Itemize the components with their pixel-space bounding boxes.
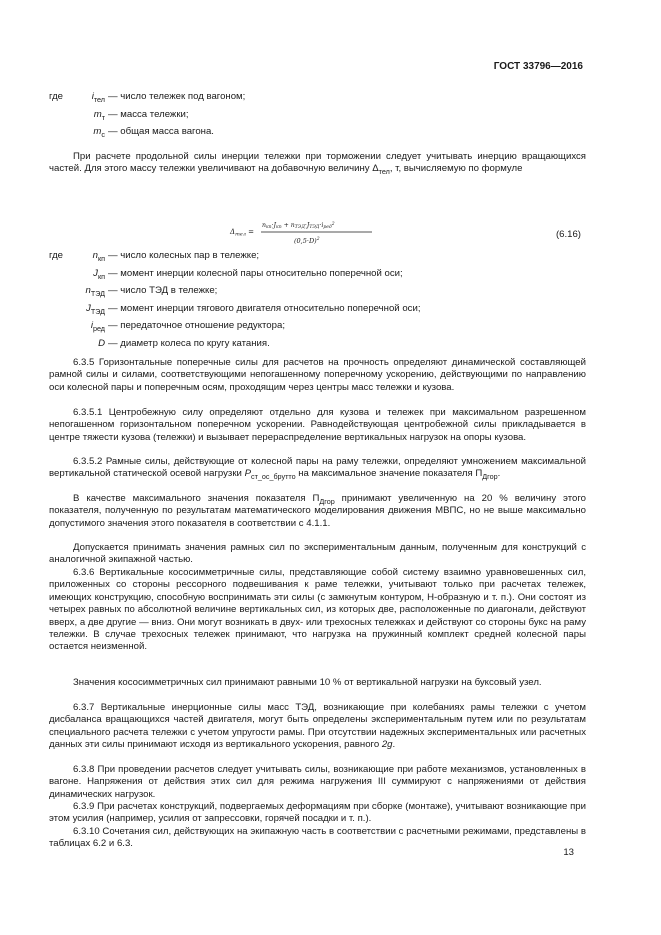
definition-text: — момент инерции колесной пары относительно поперечной оси; [108, 267, 403, 279]
definition-text: — масса тележки; [108, 108, 189, 120]
definition-text: — момент инерции тягового двигателя относительно поперечной оси; [108, 302, 421, 314]
definition-row [49, 320, 589, 338]
definition-row [49, 109, 589, 127]
paragraph-6-3-5: 6.3.5 Горизонтальные поперечные силы для расчетов на прочность определяют динамической составляющей рамной силы и силами, соответствующими непогашенному поперечному ускорению, действующими по направлению оси колесной пары и поперечным осям, проходящим через центры масс тележки и кузова. [49, 357, 586, 393]
paragraph-6-3-5-2: 6.3.5.2 Рамные силы, действующие от колесной пары на раму тележки, определяют умножением максимальной вертикальной статической осевой нагрузки $P_{ст\_ос\_брутто}$ на максимальное значение показателя $П_{Дгор}$. [49, 456, 586, 482]
paragraph-6-3-7: 6.3.7 Вертикальные инерционные силы масс ТЭД, возникающие при колебаниях рамы тележки с учетом дисбаланса вращающихся частей двигателя, могут быть определены экспериментальным путем или по результатам специального расчета тележки с учетом упругости рамы. При отсутствии надежных экспериментальных или расчетных данных эти силы принимают исходя из вертикального ускорения, равного 2g. [49, 702, 586, 751]
symbol: $n_{ТЭД}$ [85, 285, 105, 298]
definition-text: — общая масса вагона. [108, 126, 214, 137]
symbol: $m_т$ [93, 108, 105, 122]
definition-row [49, 126, 589, 144]
where-label: где [49, 91, 64, 102]
page-number: 13 [563, 847, 574, 858]
definitions-block-2 [49, 250, 589, 355]
formula-lhs: $\Delta_{тел}$ = [230, 228, 255, 238]
formula-number: (6.16) [555, 229, 581, 240]
definition-row [49, 285, 589, 303]
definition-row [49, 91, 589, 109]
symbol: $i_{тел}$ [91, 91, 105, 104]
paragraph-max-value: В качестве максимального значения показателя $П_{Дгор}$ принимают увеличенную на 20 % величину этого показателя, полученную по результатам математического моделирования движения МВПС, но не выше максимально допустимого значения этого показателя в соответствии с 4.1.1. [49, 493, 586, 529]
standard-code: ГОСТ 33796—2016 [493, 61, 583, 72]
symbol: $i_{ред}$ [90, 320, 105, 333]
formula-6-16 [228, 216, 378, 248]
definitions-block-1 [49, 91, 589, 144]
symbol: D [98, 337, 105, 349]
paragraph-6-3-8: 6.3.8 При проведении расчетов следует учитывать силы, возникающие при работе механизмов, установленных в вагоне. Напряжения от действия этих сил для режима нагружения III суммируют с напряжениями от действия динамических нагрузок. [49, 764, 586, 800]
definition-row [49, 250, 589, 268]
paragraph-allowed: Допускается принимать значения рамных сил по экспериментальным данным, полученным для конструкций с аналогичной экипажной частью. [49, 542, 586, 566]
definition-row [49, 268, 589, 286]
definition-row [49, 303, 589, 321]
symbol: $J_{кп}$ [93, 267, 105, 281]
definition-text: — диаметр колеса по кругу катания. [108, 337, 270, 349]
definition-text: — число тележек под вагоном; [108, 91, 246, 102]
paragraph-6-3-9: 6.3.9 При расчетах конструкций, подвергаемых деформациям при сборке (монтаже), учитывают возникающие при этом усилия (например, усилия от запрессовки, горячей посадки и т. п.). [49, 801, 586, 825]
symbol: $m_с$ [93, 126, 105, 139]
paragraph-6-3-10: 6.3.10 Сочетания сил, действующих на экипажную часть в соответствии с расчетными режимами, представлены в таблицах 6.2 и 6.3. [49, 826, 586, 850]
symbol: $n_{кп}$ [92, 250, 105, 263]
definition-text: — передаточное отношение редуктора; [108, 320, 285, 331]
formula-denominator: $(0,5\cdot D)^2$ [294, 237, 320, 245]
definition-text: — число ТЭД в тележке; [108, 285, 218, 296]
definition-text: — число колесных пар в тележке; [108, 250, 260, 261]
definition-row [49, 338, 589, 356]
symbol: $J_{ТЭД}$ [86, 302, 105, 316]
where-label: где [49, 250, 64, 261]
formula-numerator: nкп·Jкп + nТЭД·JТЭД·iред$^2$ [262, 222, 335, 231]
paragraph-values: Значения кососимметричных сил принимают равными 10 % от вертикальной нагрузки на буксовый узел. [73, 677, 542, 688]
intro-paragraph: При расчете продольной силы инерции тележки при торможении следует учитывать инерцию вращающихся частей. Для этого массу тележки увеличивают на добавочную величину $\Delta_{тел}$, т, вычисляемую по формуле [49, 151, 586, 177]
paragraph-6-3-5-1: 6.3.5.1 Центробежную силу определяют отдельно для кузова и тележек при максимальном разрешенном непогашенном горизонтальном поперечном ускорении. Равнодействующая центробежной силы прикладывается в центре тяжести кузова (тележки) и вызывает перераспределение вертикальных нагрузок на опоры кузова. [49, 407, 586, 443]
paragraph-6-3-6: 6.3.6 Вертикальные кососимметричные силы, представляющие собой систему взаимно уравновешенных сил, приложенных со стороны рессорного подвешивания к раме тележки, учитывают только при расчетах тележек, имеющих конструкцию, способную воспринимать эти силы (с замкнутым контуром, Н-образную и т. п.). Они состоят из четырех равных по абсолютной величине вертикальных сил, из которых две, расположенные по диагонали, действуют вверх, а две другие — вниз. Они могут возникать в двух- или трехосных тележках и действуют со стороны букс на раму тележки. В случае трехосных тележек принимают, что нагрузка на пружинный комплект средней колесной пары остается неизменной. [49, 567, 586, 653]
